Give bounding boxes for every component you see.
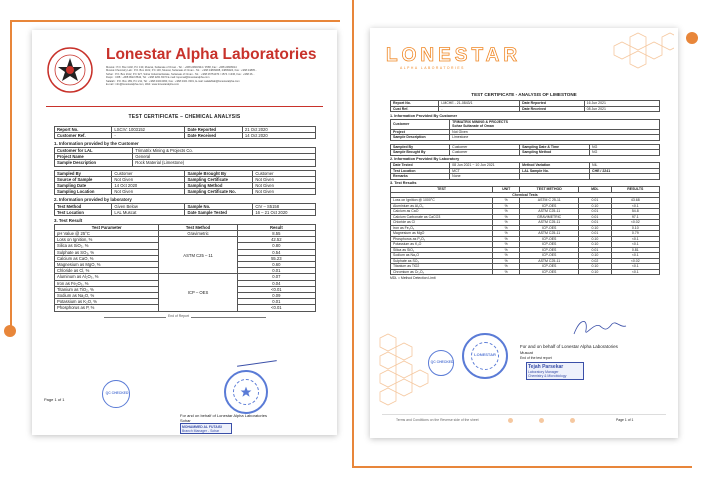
test-name: Calcium as CaO — [391, 209, 493, 215]
label: Date Received — [520, 106, 585, 112]
result: <0.01 — [237, 286, 315, 292]
method: ICP-OES — [520, 269, 579, 275]
label: Test Location — [391, 168, 450, 174]
value: 08 Jun 2021 — [584, 106, 659, 112]
results-group-label: Chemical Tests — [391, 192, 660, 198]
label: Sample Brought By — [391, 150, 450, 156]
value: Customer — [450, 150, 520, 156]
result: <0.1 — [611, 269, 659, 275]
value: LMCHE - 21-0843/1 — [439, 101, 520, 107]
section-heading: 3. Test Results — [390, 181, 417, 185]
result: <0.1 — [611, 242, 659, 248]
label: Report No. — [55, 127, 112, 133]
parameter: Magnesium as MgO, % — [55, 261, 159, 267]
label: Test Method — [55, 203, 112, 209]
parameter: Iron as Fe₂O₃, % — [55, 280, 159, 286]
mdl: 0.10 — [579, 203, 611, 209]
label: Customer for LAL — [55, 147, 133, 153]
method: ICP-OES — [520, 253, 579, 259]
value: 16 Jun 2021 — [584, 101, 659, 107]
result: 8.55 — [237, 230, 315, 236]
value: - — [439, 106, 520, 112]
results-table — [54, 224, 316, 312]
label: Customer Ref. — [55, 133, 112, 139]
unit: % — [493, 253, 520, 259]
column-header: MDL — [579, 187, 611, 193]
label: Report No. — [391, 101, 439, 107]
value: CIV – S5158 — [253, 203, 316, 209]
method: ASTM C 25-11 — [520, 198, 579, 204]
result: <0.02 — [611, 220, 659, 226]
value: None — [450, 174, 520, 180]
section-heading: 2. Information provided by laboratory — [54, 196, 132, 202]
result: 55.23 — [237, 255, 315, 261]
label: Sampled By — [55, 170, 112, 176]
mdl: 0.10 — [579, 242, 611, 248]
parameter: Chloride as Cl, % — [55, 268, 159, 274]
result: 0.01 — [237, 268, 315, 274]
signature-scribble — [235, 347, 277, 366]
method: ASTM C25-11 — [520, 209, 579, 215]
address-block — [106, 66, 326, 86]
method: ICP-OES — [520, 247, 579, 253]
test-name: Chloride as Cl — [391, 220, 493, 226]
signatory-title: Branch Manager - Sohar — [182, 428, 220, 433]
test-name: Titanium as TiO2 — [391, 264, 493, 270]
mdl: 0.10 — [579, 236, 611, 242]
column-header: Result — [237, 224, 315, 230]
value: LAL Muscat — [112, 210, 185, 216]
sampling-table — [54, 170, 316, 196]
test-name: Chromium as Cr₂O₃ — [391, 269, 493, 275]
lonestar-logo — [386, 45, 522, 76]
result: 0.54 — [237, 249, 315, 255]
email-icon — [539, 418, 544, 423]
unit: % — [493, 236, 520, 242]
result: <0.1 — [611, 253, 659, 259]
method: ICP – OES — [159, 274, 237, 311]
column-header: TEST — [391, 187, 493, 193]
method: ASTM C25-11 — [520, 231, 579, 237]
value: Not Given — [253, 189, 316, 195]
seal-star-icon — [240, 386, 252, 398]
method: ASTM C25 – 11 — [159, 237, 237, 274]
left-certificate-page — [32, 30, 337, 435]
page-number: Page 1 of 1 — [616, 418, 634, 422]
value: 16 – 21 Oct 2020 — [253, 210, 316, 216]
label: Sampling Method — [185, 182, 253, 188]
label: Date Reported — [185, 127, 242, 133]
value: Customer — [450, 144, 520, 150]
end-note: End of the test report — [520, 356, 552, 360]
section-heading: 3. Test Result — [54, 217, 83, 223]
address-line: Muscat Chemistry Lab : P.O. Box 1102, P.C 130, Muscat, Sultanate of Oman - Tel. : +968 24809008, 24809024, Fax : +968 24805... — [106, 69, 258, 73]
right-cert-body — [390, 100, 660, 280]
parameter: Sulphate as SO₃, % — [55, 249, 159, 255]
lab-info-table — [54, 203, 316, 216]
value: Customer — [253, 170, 316, 176]
label: Cust Ref. — [391, 106, 439, 112]
mdl: 0.10 — [579, 269, 611, 275]
value: CHE / 2241 — [590, 168, 660, 174]
label: LAL Sample No. — [520, 168, 590, 174]
label: Test Location — [55, 210, 112, 216]
mdl: 0.01 — [579, 198, 611, 204]
result: 0.79 — [611, 231, 659, 237]
section-heading: 1. Information provided by the Customer — [54, 140, 139, 146]
section-heading: 1. Information Provided By Customer — [390, 113, 458, 118]
right-certificate-page — [370, 28, 678, 438]
date-received: 14 Oct 2020 — [242, 133, 315, 139]
parameter: Calcium as CaO, % — [55, 255, 159, 261]
mdl-note: MDL = Method Detection Limit — [390, 276, 436, 280]
mdl: 0.01 — [579, 209, 611, 215]
label: Sampling Date — [55, 182, 112, 188]
result: 0.07 — [237, 274, 315, 280]
result: <0.1 — [611, 203, 659, 209]
unit: % — [493, 231, 520, 237]
method: ASTM C25-11 — [520, 258, 579, 264]
label: Sample Description — [55, 160, 133, 166]
logo-word: LONESTAR — [386, 45, 522, 66]
mdl: 0.10 — [579, 225, 611, 231]
mdl: 0.01 — [579, 247, 611, 253]
label: Sample Description — [391, 135, 450, 141]
value: Customer — [112, 170, 185, 176]
test-name: Silica as SiO₂ — [391, 247, 493, 253]
label: Project Name — [55, 154, 133, 160]
result: <0.01 — [237, 305, 315, 311]
lab-info-table — [390, 162, 660, 180]
result: 0.09 — [237, 292, 315, 298]
label: Sampling Method — [520, 150, 590, 156]
signature-caption: For and on behalf of Lonestar Alpha Laboratories — [180, 413, 267, 418]
value: MCT — [450, 168, 520, 174]
test-name: Potassium as K₂O — [391, 242, 493, 248]
label: Date Sample Tested — [185, 210, 253, 216]
parameter: Titanium as TiO₂, % — [55, 286, 159, 292]
test-name: Sulphate as SO₃ — [391, 258, 493, 264]
result: 0.04 — [237, 280, 315, 286]
end-of-report: End of Report — [168, 314, 189, 319]
label: Remarks — [391, 174, 450, 180]
report-header-table — [390, 100, 660, 112]
logo-subtitle: ALPHA LABORATORIES — [400, 66, 465, 70]
mdl: 0.10 — [579, 253, 611, 259]
result: 0.60 — [237, 261, 315, 267]
parameter: Potassium as K₂O, % — [55, 299, 159, 305]
value: Not Given — [253, 182, 316, 188]
column-header: Test Method — [159, 224, 237, 230]
value: Not Given — [112, 176, 185, 182]
unit: % — [493, 220, 520, 226]
qc-checked-stamp — [102, 380, 130, 408]
label: Sampling Location — [55, 189, 112, 195]
signature-caption: For and on behalf of Lonestar Alpha Laboratories — [520, 344, 618, 349]
unit: % — [493, 242, 520, 248]
label: Project — [391, 129, 450, 135]
mdl: 0.02 — [579, 258, 611, 264]
stamp-text: QC CHECKED — [430, 360, 454, 364]
method: ICP-OES — [520, 242, 579, 248]
customer-ref: - — [112, 133, 185, 139]
column-header: Test Parameter — [55, 224, 159, 230]
value: Limestone — [450, 135, 660, 141]
qc-checked-stamp — [428, 350, 454, 376]
unit: % — [493, 264, 520, 270]
unit: % — [493, 198, 520, 204]
left-frame-dot — [4, 325, 16, 337]
label: Sampling Certificate — [185, 176, 253, 182]
section-heading: 2. Information Provided By Laboratory — [390, 157, 460, 161]
result: 54.8 — [611, 209, 659, 215]
value: Given Below — [112, 203, 185, 209]
location-icon — [570, 418, 575, 423]
company-seal — [462, 333, 508, 379]
unit: % — [493, 247, 520, 253]
signatory-block — [526, 362, 584, 380]
customer-info-table — [54, 147, 316, 167]
phone-icon — [508, 418, 513, 423]
unit: % — [493, 203, 520, 209]
signatory-name: Tejah Parsekar — [528, 364, 564, 370]
label: Date Reported — [520, 101, 585, 107]
label: Date Tested — [391, 163, 450, 169]
unit: % — [493, 225, 520, 231]
result: 0.10 — [611, 225, 659, 231]
label: Sampled By — [391, 144, 450, 150]
method: ASTM C25-11 — [520, 220, 579, 226]
certificate-title: TEST CERTIFICATE - ANALYSIS OF LIMESTONE — [471, 92, 577, 97]
signature-place: Muscat — [520, 350, 533, 355]
signatory-block — [180, 423, 232, 434]
footer-divider — [382, 414, 666, 415]
method: ICP-OES — [520, 264, 579, 270]
signatory-name: MOHAMMED AL FUTAISI — [182, 424, 222, 429]
unit: % — [493, 214, 520, 220]
test-name: Magnesium as MgO — [391, 231, 493, 237]
report-number: LSCIV: 1003152 — [112, 127, 185, 133]
test-name: Aluminium as Al₂O₃ — [391, 203, 493, 209]
test-name: Iron as Fe₂O₃ — [391, 225, 493, 231]
sampling-table — [390, 144, 660, 156]
parameter: Sodium as Na₂O, % — [55, 292, 159, 298]
mdl: 0.01 — [579, 214, 611, 220]
lonestar-seal-icon — [46, 46, 94, 94]
value: Rock Material (Limestone) — [133, 160, 316, 166]
parameter: pH Value @ 25°C — [55, 230, 159, 236]
end-of-report-row — [54, 313, 316, 321]
label: Customer — [391, 119, 450, 129]
seal-text: LONESTAR — [474, 352, 496, 357]
label: Date Received — [185, 133, 242, 139]
address-line: E-mail : info@lonestaralpha.com, Web: www.lonestaralpha.com — [106, 83, 180, 87]
value: NG — [590, 150, 660, 156]
company-name: Lonestar Alpha Laboratories — [106, 46, 317, 63]
date-reported: 21 Oct 2020 — [242, 127, 315, 133]
test-name: Sodium as Na₂O — [391, 253, 493, 259]
label: Sampling Date & Time — [520, 144, 590, 150]
value: TRIMATRIX MINING & PROJECTS Sohar Sultanate of Oman — [450, 119, 660, 129]
hexagon-pattern-bottom — [370, 328, 450, 428]
value: Not Given — [450, 129, 660, 135]
test-name: Phosphorus as P₂O₅ — [391, 236, 493, 242]
result: <0.02 — [611, 258, 659, 264]
left-cert-body — [54, 126, 316, 321]
header-divider — [46, 106, 323, 107]
hexagon-pattern-top — [570, 32, 674, 82]
stamp-text: QC CHECKED — [105, 391, 129, 395]
customer-info-table — [390, 119, 660, 141]
result: <0.1 — [611, 264, 659, 270]
value: Not Given — [112, 189, 185, 195]
result: 0.81 — [611, 247, 659, 253]
unit: % — [493, 258, 520, 264]
parameter: Loss on Ignition, % — [55, 237, 159, 243]
column-header: UNIT — [493, 187, 520, 193]
parameter: Phosphorus as P, % — [55, 305, 159, 311]
method: GRAVIMETRIC — [520, 214, 579, 220]
value: NIL — [590, 163, 660, 169]
label: Sampling Certificate No. — [185, 189, 253, 195]
right-frame-dot — [686, 32, 698, 44]
signatory-title: Laboratory Manager Chemistry & Microbiology — [528, 370, 567, 379]
signature-scribble — [570, 316, 630, 340]
value: Trimatrix Mining & Projects Co. — [133, 147, 316, 153]
label: Sample Brought By — [185, 170, 253, 176]
company-seal — [224, 370, 268, 414]
footer-terms: Terms and Conditions on the Reverse side of the sheet — [396, 418, 479, 422]
value: General — [133, 154, 316, 160]
parameter: Aluminum as Al₂O₃, % — [55, 274, 159, 280]
report-header-table — [54, 126, 316, 139]
parameter: Silica as SiO₂, % — [55, 243, 159, 249]
result: 97.1 — [611, 214, 659, 220]
test-name: Calcium Carbonate as CaCO3 — [391, 214, 493, 220]
result: 0.80 — [237, 243, 315, 249]
label: Sample No. — [185, 203, 253, 209]
mdl: 0.01 — [579, 231, 611, 237]
mdl: 0.01 — [579, 220, 611, 226]
address-line: Salalah : P.O. Box 189, P.C 211, Tel : +968 23213390, Fax : +968 2321 3301, E-mail: salalahlab@lonestaralpha.com — [106, 79, 240, 83]
left-letterhead — [46, 42, 326, 102]
label: Source of Sample — [55, 176, 112, 182]
footer-icons — [508, 418, 575, 423]
test-name: Loss on Ignition @ 1000°C — [391, 198, 493, 204]
address-line: Muscat : P.O. Box 1102, P.C 130, Muscat, Sultanate of Oman - Tel. : +968 24823344 / 3568, Fax : +968 24826614 — [106, 66, 237, 69]
label: Method Variation — [520, 163, 590, 169]
value: NG — [590, 144, 660, 150]
address-line: Sohar : P.O. Box 2112, P.C 327, Sohar Industrial Estate, Sultanate of Oman - Tel. : +968 26751370 / 1574 / 1336, Fax : +968 26... — [106, 72, 255, 76]
page-number: Page 1 of 1 — [44, 397, 65, 402]
result: <0.1 — [611, 236, 659, 242]
results-table — [390, 186, 660, 275]
method: Gravimetric — [159, 230, 237, 236]
signature-place: Sohar — [180, 418, 191, 423]
address-line: Duqm : CR8 : +968 9922 8642, Tel : +968 2201 8272 E-mail: lopumal@lonestaralpha.com — [106, 76, 210, 80]
method: ICP-OES — [520, 236, 579, 242]
column-header: TEST METHOD — [520, 187, 579, 193]
certificate-title: TEST CERTIFICATE – CHEMICAL ANALYSIS — [128, 114, 241, 120]
value: 08 Jun 2021 ~ 10 Jun 2021 — [450, 163, 520, 169]
result: 42.52 — [237, 237, 315, 243]
result: 43.68 — [611, 198, 659, 204]
method: ICP-OES — [520, 203, 579, 209]
result: 0.01 — [237, 299, 315, 305]
unit: % — [493, 209, 520, 215]
column-header: RESULTS — [611, 187, 659, 193]
mdl: 0.10 — [579, 264, 611, 270]
unit: % — [493, 269, 520, 275]
method: ICP-OES — [520, 225, 579, 231]
value: Not Given — [253, 176, 316, 182]
value: 14 Oct 2020 — [112, 182, 185, 188]
